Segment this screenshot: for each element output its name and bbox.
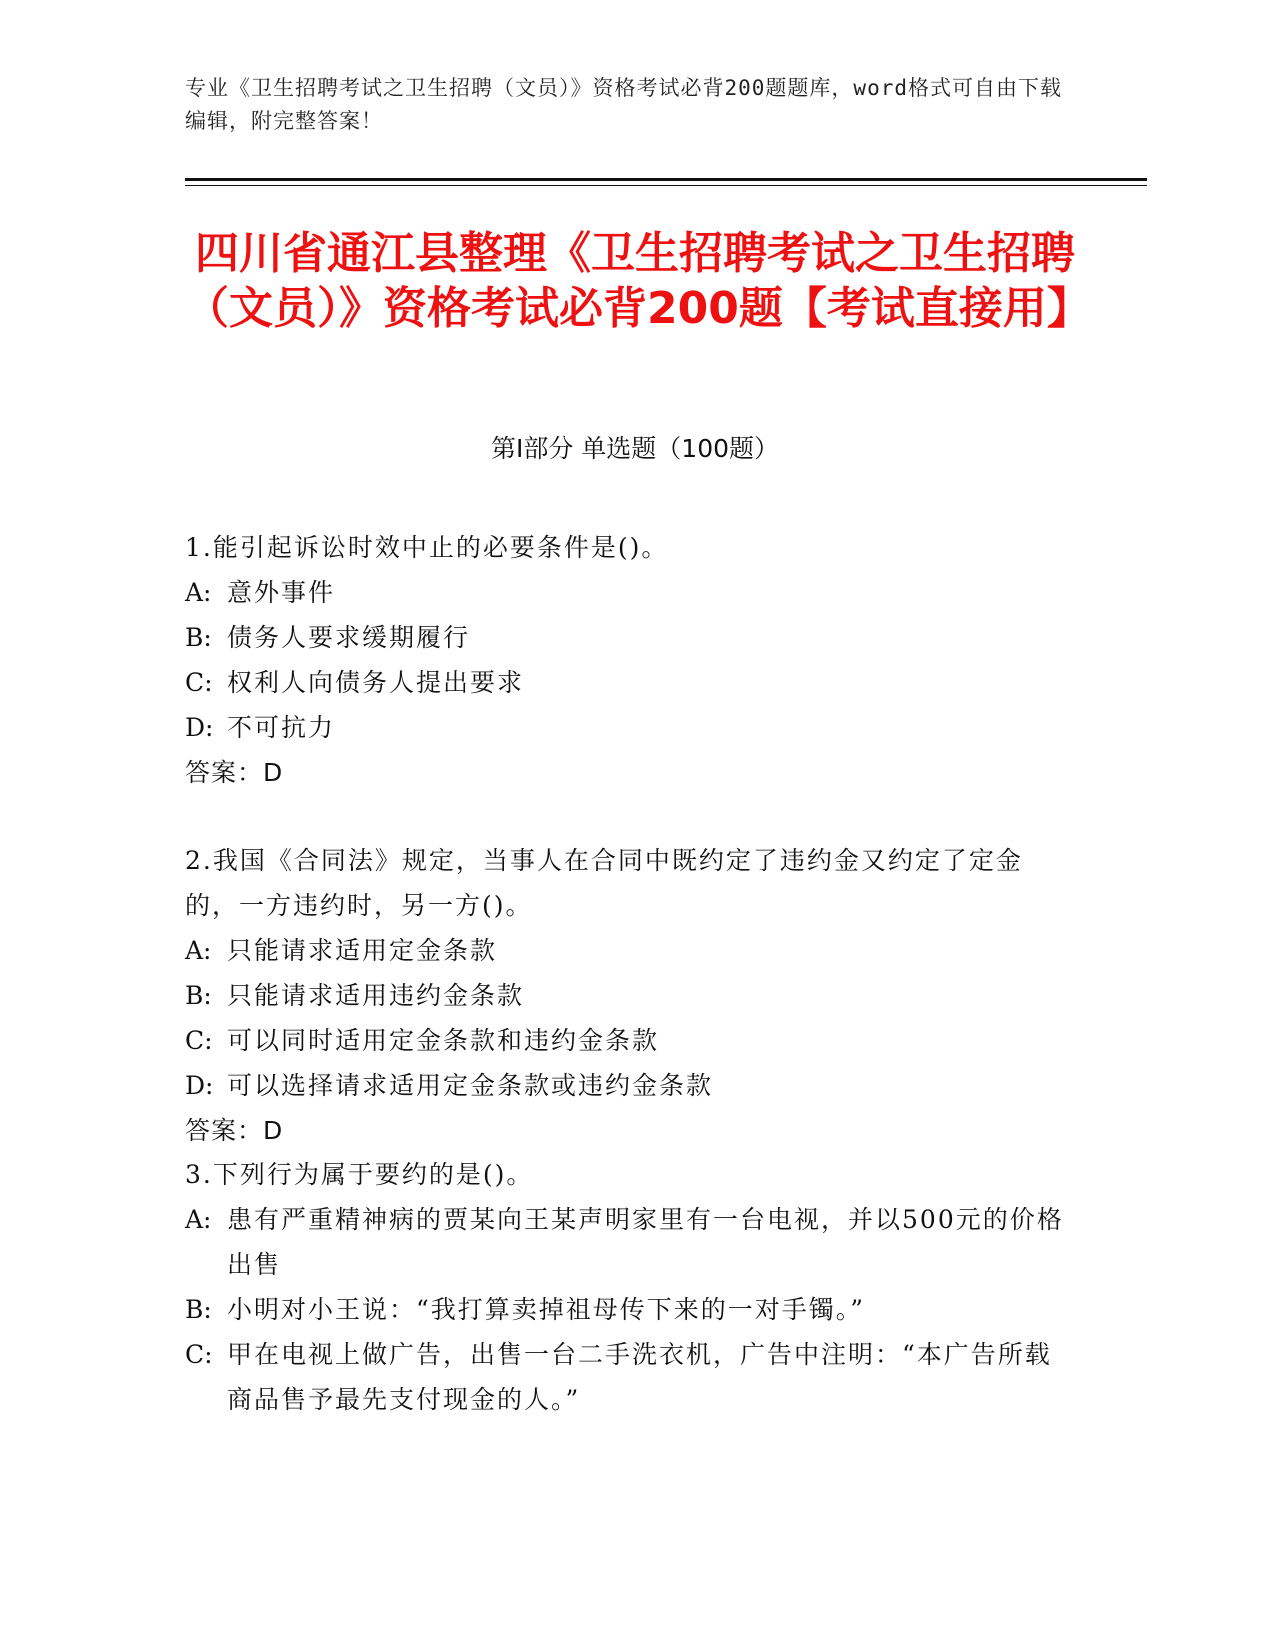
option-text: 甲在电视上做广告，出售一台二手洗衣机，广告中注明：“本广告所载商品售予最先支付现金的人。” <box>227 1340 1052 1414</box>
option-text: 不可抗力 <box>227 713 336 742</box>
question-1 <box>185 525 1075 795</box>
option-a <box>185 1197 1075 1287</box>
header-rule-thick <box>185 178 1147 181</box>
document-title: 四川省通江县整理《卫生招聘考试之卫生招聘（文员）》资格考试必背200题【考试直接用】 <box>185 228 1091 334</box>
option-label: A: <box>185 1205 212 1234</box>
answer-line: 答案：D <box>185 1116 284 1145</box>
option-label: A: <box>185 936 212 965</box>
question-stem: 2.我国《合同法》规定，当事人在合同中既约定了违约金又约定了定金的，一方违约时，另一方()。 <box>185 846 1023 920</box>
option-text: 小明对小王说：“我打算卖掉祖母传下来的一对手镯。” <box>227 1295 866 1324</box>
question-stem: 3.下列行为属于要约的是()。 <box>185 1160 534 1189</box>
option-text: 患有严重精神病的贾某向王某声明家里有一台电视，并以500元的价格出售 <box>227 1205 1064 1279</box>
option-text: 债务人要求缓期履行 <box>227 623 471 652</box>
question-3 <box>185 1152 1075 1422</box>
option-label: B: <box>185 981 212 1010</box>
option-text: 可以同时适用定金条款和违约金条款 <box>227 1026 660 1055</box>
option-c <box>185 1332 1075 1422</box>
option-label: C: <box>185 1026 213 1055</box>
option-label: B: <box>185 1295 212 1324</box>
option-label: C: <box>185 1340 213 1369</box>
option-label: B: <box>185 623 212 652</box>
option-a <box>185 570 1075 615</box>
header-note: 专业《卫生招聘考试之卫生招聘（文员）》资格考试必背200题题库，word格式可自由下载编辑，附完整答案！ <box>185 76 1062 133</box>
option-text: 可以选择请求适用定金条款或违约金条款 <box>227 1071 714 1100</box>
section-heading: 第I部分 单选题（100题） <box>490 434 780 463</box>
answer-line: 答案：D <box>185 758 284 787</box>
header-rule-thin <box>185 185 1147 186</box>
option-b <box>185 1287 1075 1332</box>
option-d <box>185 705 1075 750</box>
option-b <box>185 973 1075 1018</box>
option-text: 只能请求适用定金条款 <box>227 936 498 965</box>
option-text: 权利人向债务人提出要求 <box>227 668 525 697</box>
option-text: 只能请求适用违约金条款 <box>227 981 525 1010</box>
option-label: A: <box>185 578 212 607</box>
option-c <box>185 1018 1075 1063</box>
option-a <box>185 928 1075 973</box>
option-label: D: <box>185 713 214 742</box>
option-label: C: <box>185 668 213 697</box>
option-label: D: <box>185 1071 214 1100</box>
option-b <box>185 615 1075 660</box>
question-stem: 1.能引起诉讼时效中止的必要条件是()。 <box>185 533 669 562</box>
option-c <box>185 660 1075 705</box>
option-text: 意外事件 <box>227 578 336 607</box>
question-2 <box>185 838 1075 1153</box>
option-d <box>185 1063 1075 1108</box>
